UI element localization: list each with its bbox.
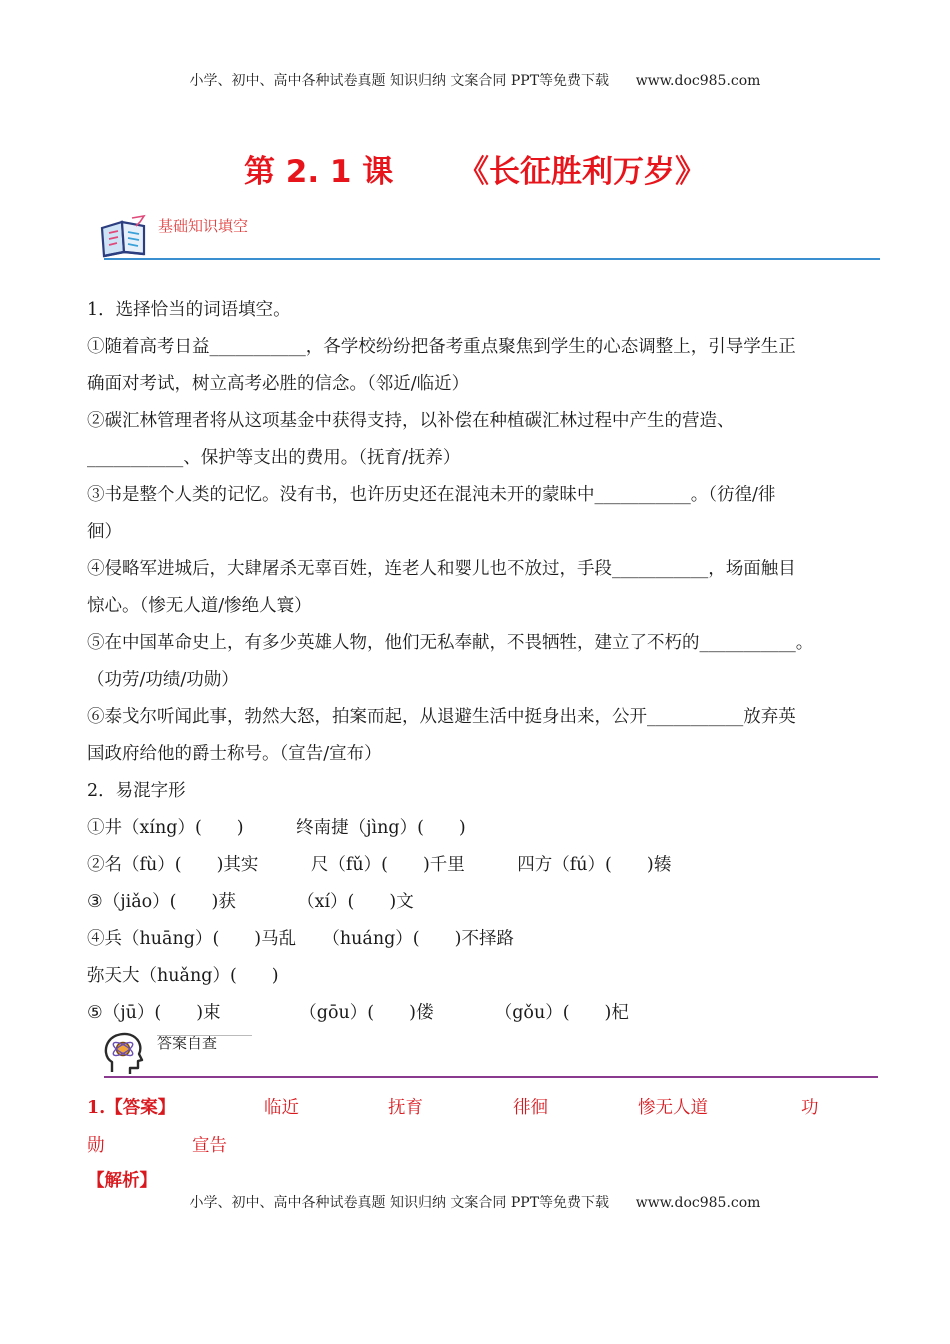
question-line: （功劳/功绩/功勋） [87,670,239,690]
book-icon [98,214,150,260]
section-label-basics: 基础知识填空 [158,217,249,235]
answer-word: 徘徊 [513,1098,548,1118]
question-line: 国政府给他的爵士称号。（宣告/宣布） [87,744,382,764]
question-line: 弥天大（huǎng）( ) [87,966,279,986]
question-line: ⑤在中国革命史上，有多少英雄人物，他们无私奉献，不畏牺牲，建立了不朽的___________。 [87,633,814,653]
question-line: ⑥泰戈尔听闻此事，勃然大怒，拍案而起，从退避生活中挺身出来，公开___________放弃英 [87,707,796,727]
section-divider-1 [104,258,880,260]
answer-word: 临近 [264,1098,299,1118]
question-line: 1．选择恰当的词语填空。 [87,300,291,320]
page-footer: 小学、初中、高中各种试卷真题 知识归纳 文案合同 PPT等免费下载 www.doc985.com [189,1195,761,1211]
questions-body [87,292,882,1032]
section-divider-2 [104,1076,878,1078]
analysis-label: 【解析】 [87,1171,157,1191]
question-line: 2．易混字形 [87,781,186,801]
question-line: 徊） [87,522,122,542]
answer-word: 宣告 [192,1136,227,1156]
question-line: ⑤（jū）( )束 （gōu）( )偻 （gǒu）( )杞 [87,1003,629,1023]
question-line: ①随着高考日益___________，各学校纷纷把备考重点聚焦到学生的心态调整上，引导学生正 [87,337,796,357]
answer-word: 勋 [87,1136,105,1156]
page-title: 第 2. 1 课 《长征胜利万岁》 [243,154,707,190]
question-line: 惊心。（惨无人道/惨绝人寰） [87,596,312,616]
question-line: ④侵略军进城后，大肆屠杀无辜百姓，连老人和婴儿也不放过，手段___________，场面触目 [87,559,796,579]
answer-word: 抚育 [388,1098,423,1118]
section-divider-short [157,1035,252,1036]
question-line: ①井（xíng）( ) 终南捷（jìng）( ) [87,818,466,838]
answer-label: 1.【答案】 [87,1098,176,1118]
question-line: ④兵（huāng）( )马乱 （huáng）( )不择路 [87,929,514,949]
question-line: ③书是整个人类的记忆。没有书，也许历史还在混沌未开的蒙昧中___________。（彷徨/徘 [87,485,776,505]
question-line: ②名（fù）( )其实 尺（fǔ）( )千里 四方（fú）( )辏 [87,855,672,875]
question-line: ___________、保护等支出的费用。（抚育/抚养） [87,448,461,468]
page-header: 小学、初中、高中各种试卷真题 知识归纳 文案合同 PPT等免费下载 www.doc985.com [189,73,761,89]
answer-word: 功 [801,1098,819,1118]
question-line: ③（jiǎo）( )获 （xí）( )文 [87,892,414,912]
answer-word: 惨无人道 [638,1098,708,1118]
section-label-answers: 答案自查 [157,1034,218,1052]
question-line: 确面对考试，树立高考必胜的信念。（邻近/临近） [87,374,470,394]
thinking-head-icon [102,1030,146,1076]
question-line: ②碳汇林管理者将从这项基金中获得支持，以补偿在种植碳汇林过程中产生的营造、 [87,411,735,431]
